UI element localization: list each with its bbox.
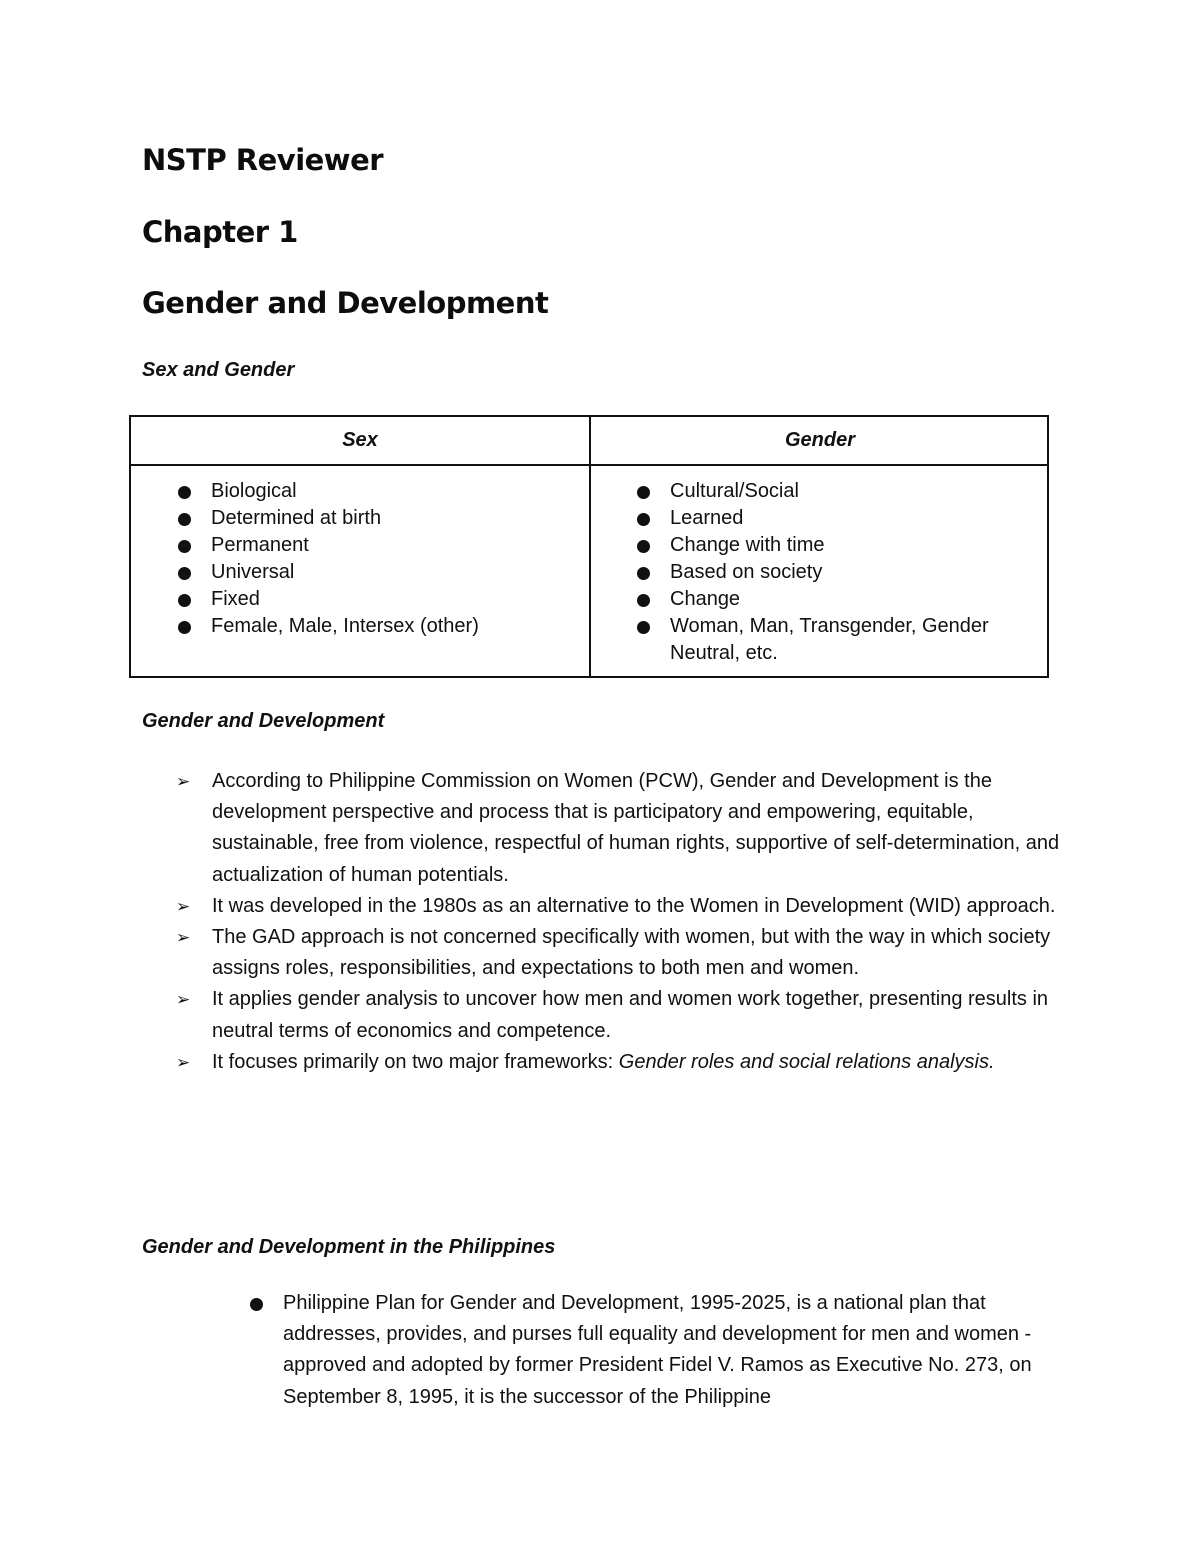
table-column-divider (589, 417, 591, 676)
gad-philippines-list (283, 1288, 1063, 1413)
list-item: Universal (211, 559, 571, 586)
list-item (176, 1047, 1072, 1078)
gad-points-list (176, 766, 1072, 1078)
list-item: Philippine Plan for Gender and Development, 1995-2025, is a national plan that addresses, provides, and purses full equality and development for men and women - approved and adopted by former President Fidel V. Ramos as Executive No. 273, on September 8, 1995, it is the successor of the Philippine (283, 1288, 1063, 1413)
section-heading-gad-philippines: Gender and Development in the Philippines (142, 1236, 556, 1258)
list-item: Learned (670, 505, 1030, 532)
arrow-bullet-icon: ➢ (176, 896, 191, 916)
list-item: Cultural/Social (670, 478, 1030, 505)
list-item: Female, Male, Intersex (other) (211, 613, 571, 640)
section-heading-gender-and-development: Gender and Development (142, 710, 385, 732)
list-item: Based on society (670, 559, 1030, 586)
table-header-sex: Sex (342, 429, 378, 451)
chapter-heading: Chapter 1 (142, 215, 298, 249)
list-item-text: It was developed in the 1980s as an alternative to the Women in Development (WID) approach. (212, 894, 1056, 917)
frameworks-italic-text: Gender roles and social relations analysis. (618, 1050, 995, 1073)
list-item: Fixed (211, 586, 571, 613)
list-item (176, 984, 1072, 1046)
arrow-bullet-icon: ➢ (176, 928, 191, 948)
document-title: NSTP Reviewer (142, 143, 384, 177)
topic-heading: Gender and Development (142, 286, 549, 320)
list-item (176, 891, 1072, 922)
list-item: Permanent (211, 532, 571, 559)
sex-characteristics-list (211, 478, 571, 640)
list-item-text: It applies gender analysis to uncover how men and women work together, presenting results in neutral terms of economics and competence. (212, 988, 1049, 1042)
list-item: Change (670, 586, 1030, 613)
arrow-bullet-icon: ➢ (176, 1052, 191, 1072)
table-header-gender: Gender (784, 429, 856, 451)
gender-characteristics-list (670, 478, 1030, 667)
arrow-bullet-icon: ➢ (176, 772, 191, 791)
list-item-text: According to Philippine Commission on Women (PCW), Gender and Development is the development perspective and process that is participatory and empowering, equitable, sustainable, free from violence, respectful of human rights, supportive of self-determination, and actualization of human potentials. (212, 770, 1060, 886)
list-item (176, 922, 1072, 984)
table-header-divider (131, 464, 1047, 466)
list-item: Determined at birth (211, 505, 571, 532)
arrow-bullet-icon: ➢ (176, 990, 191, 1010)
list-item: Biological (211, 478, 571, 505)
list-item-text: It focuses primarily on two major frameworks: (212, 1050, 619, 1073)
section-heading-sex-and-gender: Sex and Gender (142, 359, 295, 381)
list-item (176, 766, 1072, 891)
list-item: Woman, Man, Transgender, Gender Neutral, etc. (670, 613, 1030, 667)
list-item-text: The GAD approach is not concerned specifically with women, but with the way in which society assigns roles, responsibilities, and expectations to both men and women. (212, 926, 1051, 980)
sex-gender-table (129, 415, 1049, 678)
list-item: Change with time (670, 532, 1030, 559)
